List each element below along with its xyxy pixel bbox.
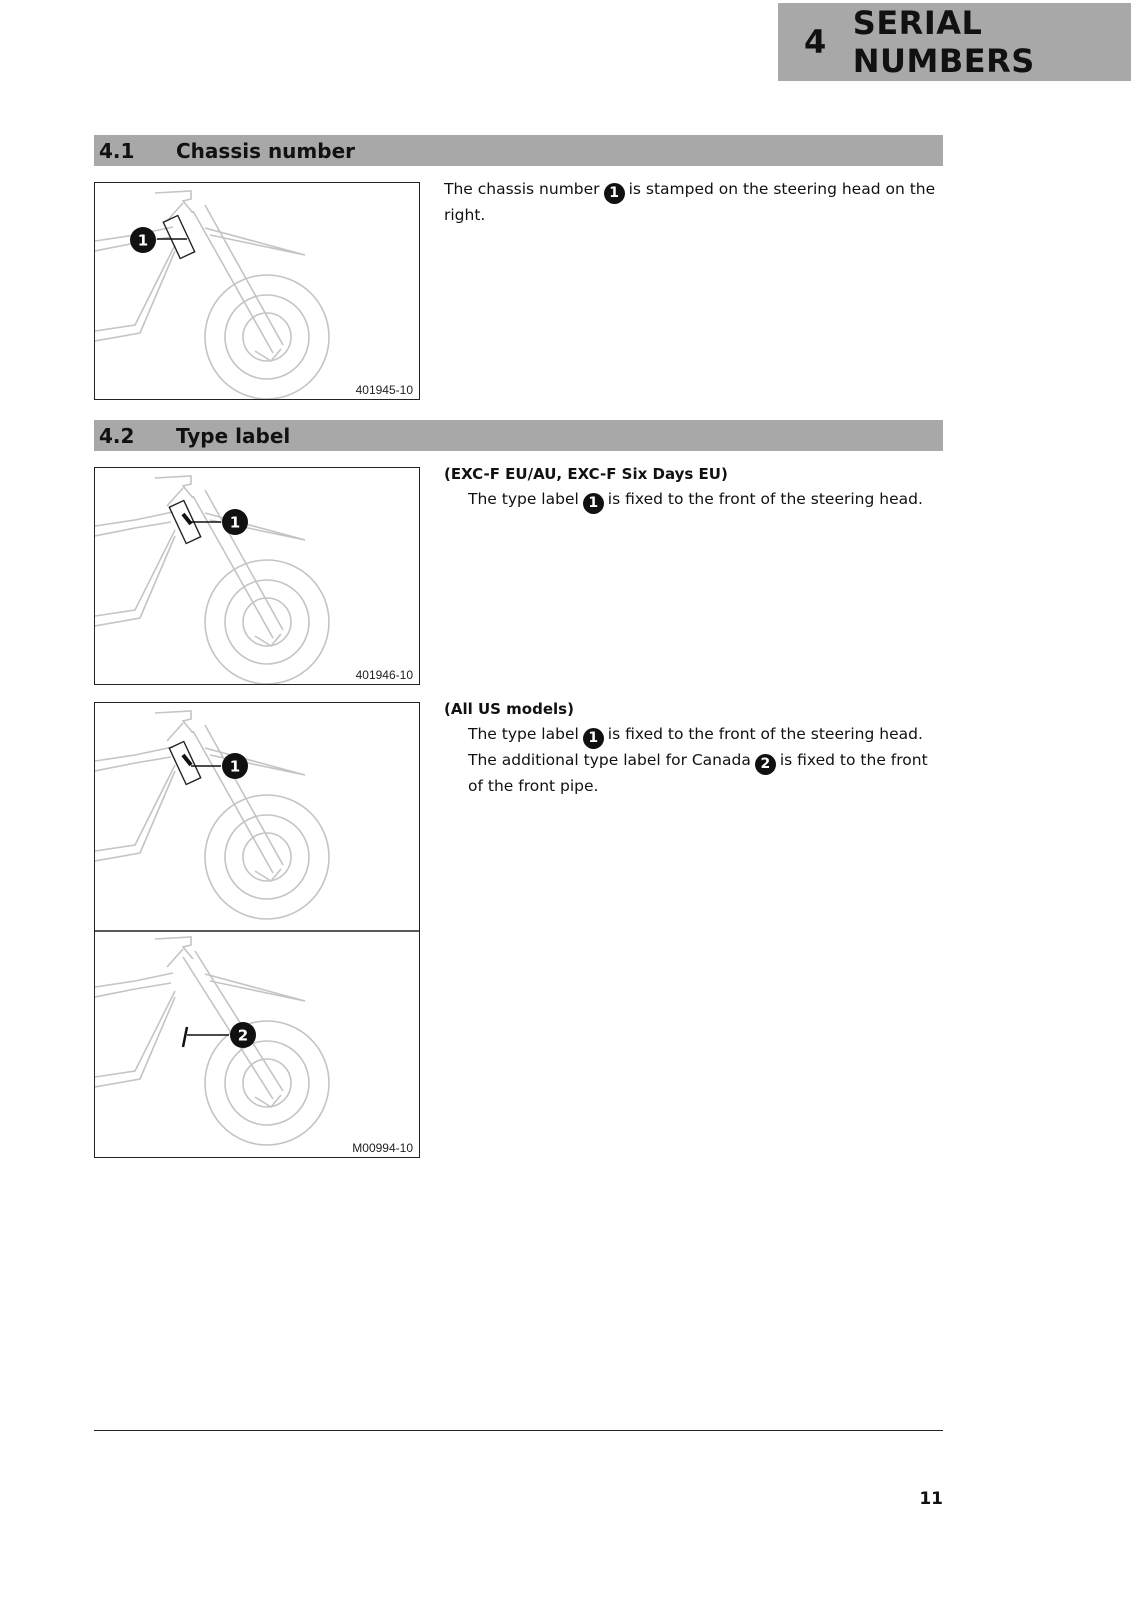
section-heading-type-label	[94, 420, 943, 451]
section-number: 4.2	[99, 423, 135, 448]
callout-badge: 1	[583, 728, 604, 749]
section-number: 4.1	[99, 138, 135, 163]
type-label-eu-figure	[94, 467, 420, 685]
page-number: 11	[919, 1489, 943, 1509]
figure-callout-2: 2	[237, 1026, 249, 1045]
section-title: Chassis number	[176, 138, 356, 163]
section-title: Type label	[176, 423, 291, 448]
motorcycle-front-illustrations	[95, 703, 420, 1158]
text-segment: is stamped on the steering head on the right.	[444, 180, 936, 224]
chassis-number-figure	[94, 182, 420, 400]
text-segment: The chassis number	[444, 180, 600, 198]
figure-code: 401945-10	[355, 383, 413, 397]
type-label-us-figure	[94, 702, 420, 1158]
model-condition: (EXC-F EU/AU, EXC-F Six Days EU)	[444, 465, 728, 483]
type-label-us-text	[444, 698, 944, 798]
instruction-line	[444, 488, 944, 514]
model-condition: (All US models)	[444, 700, 574, 718]
chapter-title: SERIAL NUMBERS	[852, 4, 1035, 80]
instruction-line	[444, 749, 944, 799]
callout-badge: 2	[755, 754, 776, 775]
text-segment: The type label	[468, 724, 579, 743]
figure-callout-1: 1	[229, 757, 241, 776]
figure-callout-1: 1	[137, 231, 149, 250]
text-segment: The additional type label for Canada	[468, 750, 751, 769]
text-segment: The type label	[468, 489, 579, 508]
text-segment: is fixed to the front of the front pipe.	[468, 750, 928, 795]
chassis-number-text	[444, 178, 944, 228]
type-label-eu-text	[444, 463, 944, 514]
motorcycle-front-illustration	[95, 183, 420, 400]
footer-divider	[94, 1430, 943, 1431]
section-heading-chassis-number	[94, 135, 943, 166]
callout-badge: 1	[583, 493, 604, 514]
figure-code: M00994-10	[352, 1141, 413, 1155]
text-segment: is fixed to the front of the steering head.	[607, 489, 923, 508]
callout-badge: 1	[604, 183, 625, 204]
instruction-line	[444, 723, 944, 749]
chapter-header	[778, 3, 1131, 81]
motorcycle-front-illustration	[95, 468, 420, 685]
text-segment: is fixed to the front of the steering head.	[607, 724, 923, 743]
figure-callout-1: 1	[229, 513, 241, 532]
figure-code: 401946-10	[355, 668, 413, 682]
chapter-number: 4	[804, 23, 827, 61]
